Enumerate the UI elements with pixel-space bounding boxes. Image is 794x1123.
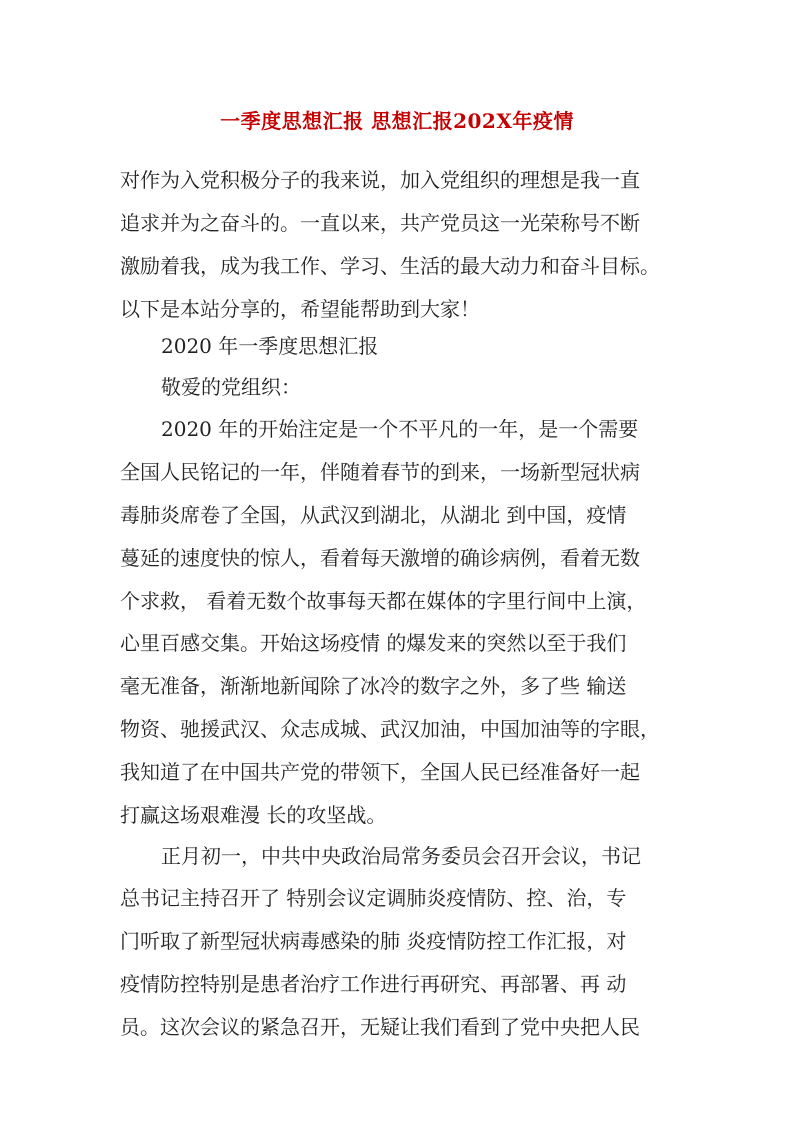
paragraph-line: 对作为入党积极分子的我来说，加入党组织的理想是我一直 [120,168,640,192]
paragraph-line: 2020 年的开始注定是一个不平凡的一年，是一个需要 [161,417,639,441]
paragraph-line: 疫情防控特别是患者治疗工作进行再研究、再部署、再 动 [120,972,627,996]
paragraph-line: 门听取了新型冠状病毒感染的肺 炎疫情防控工作汇报，对 [120,929,627,953]
paragraph-line: 个求救， 看着无数个故事每天都在媒体的字里行间中上演， [120,589,647,613]
document-title: 一季度思想汇报 思想汇报202X年疫情 [220,109,574,133]
paragraph-line: 物资、驰援武汉、众志成城、武汉加油，中国加油等的字眼， [120,717,660,741]
paragraph-line: 以下是本站分享的，希望能帮助到大家！ [120,297,480,321]
paragraph-line: 毒肺炎席卷了全国，从武汉到湖北，从湖北 到中国，疫情 [120,503,627,527]
paragraph-line: 全国人民铭记的一年，伴随着春节的到来，一场新型冠状病 [120,460,640,484]
paragraph-line: 心里百感交集。开始这场疫情 的爆发来的突然以至于我们 [120,631,627,655]
paragraph-line: 蔓延的速度快的惊人，看着每天激增的确诊病例，看着无数 [120,546,640,570]
paragraph-line: 追求并为之奋斗的。一直以来，共产党员这一光荣称号不断 [120,211,640,235]
salutation: 敬爱的党组织： [161,375,301,399]
paragraph-line: 员。这次会议的紧急召开，无疑让我们看到了党中央把人民 [120,1015,640,1039]
paragraph-line: 正月初一，中共中央政治局常务委员会召开会议，书记 [161,844,641,868]
paragraph-line: 我知道了在中国共产党的带领下，全国人民已经准备好一起 [120,760,640,784]
paragraph-line: 总书记主持召开了 特别会议定调肺炎疫情防、控、治，专 [120,886,627,910]
paragraph-line: 激励着我，成为我工作、学习、生活的最大动力和奋斗目标。 [120,254,660,278]
section-heading: 2020 年一季度思想汇报 [161,334,379,358]
paragraph-line: 打赢这场艰难漫 长的攻坚战。 [120,803,387,827]
paragraph-line: 毫无准备，渐渐地新闻除了冰冷的数字之外，多了些 输送 [120,674,627,698]
